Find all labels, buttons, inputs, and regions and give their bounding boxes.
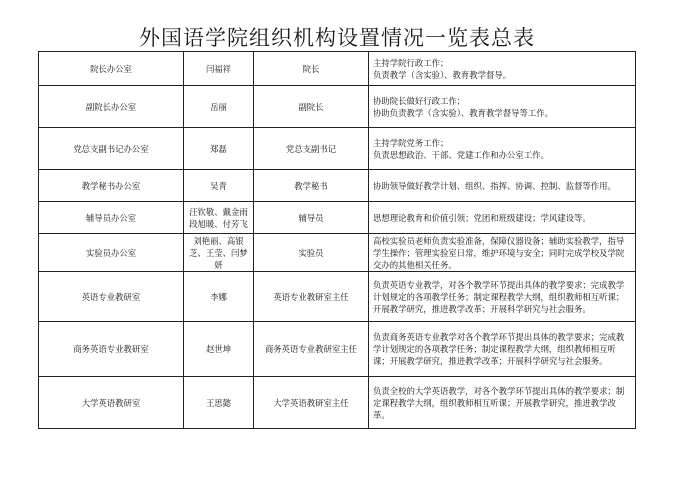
duty-line: 高校实验员老师负责实验准备，保障仪器设备；辅助实验教学，指导学生操作；管理实验室日常，维护环境与安全；同时完成学校及学院交办的其他相关任务。 — [373, 235, 625, 270]
office-cell: 副院长办公室 — [39, 86, 184, 128]
duties-cell — [369, 272, 636, 322]
person-cell: 吴青 — [184, 170, 254, 202]
duty-line: 协助领导做好教学计划、组织、指挥、协调、控制、监督等作用。 — [373, 180, 616, 191]
table-row — [39, 170, 636, 202]
position-cell: 党总支副书记 — [254, 128, 369, 170]
table-row — [39, 272, 636, 322]
person-cell: 闫福祥 — [184, 52, 254, 86]
duty-line: 协助负责教学（含实验）、教育教学督导等工作。 — [373, 107, 554, 118]
duties-cell — [369, 52, 636, 86]
duty-line: 负责商务英语专业教学对各个教学环节提出具体的教学要求；完成教学计划规定的各项教学任务；制定课程教学大纲，组织教师相互听课；开展教学研究，推进教学改革；开展科学研究与社会服务。 — [373, 332, 625, 366]
office-cell: 大学英语教研室 — [39, 377, 184, 429]
duties-cell — [369, 170, 636, 202]
person-cell: 郑磊 — [184, 128, 254, 170]
duties-cell — [369, 234, 636, 272]
duties-cell — [369, 128, 636, 170]
duties-cell — [369, 202, 636, 234]
duty-line: 负责全校的大学英语教学，对各个教学环节提出具体的教学要求；制定课程教学大纲，组织教师相互听课；开展教学研究，推进教学改革。 — [373, 385, 625, 420]
position-cell: 副院长 — [254, 86, 369, 128]
office-cell: 英语专业教研室 — [39, 272, 184, 322]
duty-line: 协助院长做好行政工作； — [373, 95, 466, 106]
duties-cell — [369, 377, 636, 429]
office-cell: 商务英语专业教研室 — [39, 322, 184, 377]
position-cell: 教学秘书 — [254, 170, 369, 202]
duty-line: 负责教学（含实验）、教育教学督导。 — [373, 69, 512, 80]
duty-line: 主持学院党务工作； — [373, 137, 449, 148]
org-structure-table — [38, 51, 636, 429]
position-cell: 大学英语教研室主任 — [254, 377, 369, 429]
office-cell: 党总支副书记办公室 — [39, 128, 184, 170]
person-cell: 岳丽 — [184, 86, 254, 128]
table-row — [39, 202, 636, 234]
person-cell: 赵世坤 — [184, 322, 254, 377]
table-row — [39, 128, 636, 170]
page-title: 外国语学院组织机构设置情况一览表总表 — [139, 26, 535, 50]
person-cell: 汪钦敬、戴金雨段旭暖、付芳飞 — [184, 202, 254, 234]
duty-line: 思想理论教育和价值引领；党团和班级建设；学风建设等。 — [373, 212, 591, 223]
duty-line: 负责英语专业教学，对各个教学环节提出具体的教学要求；完成教学计划规定的各项教学任务；制定课程教学大纲，组织教师相互听课；开展教学研究，推进教学改革；开展科学研究与社会服务。 — [373, 279, 625, 314]
duties-cell — [369, 86, 636, 128]
office-cell: 辅导员办公室 — [39, 202, 184, 234]
table-row — [39, 52, 636, 86]
duty-line: 主持学院行政工作； — [373, 57, 449, 68]
table-row — [39, 86, 636, 128]
office-cell: 教学秘书办公室 — [39, 170, 184, 202]
duties-cell — [369, 322, 636, 377]
duty-line: 负责思想政治、干部、党建工作和办公室工作。 — [373, 149, 549, 160]
office-cell: 实验员办公室 — [39, 234, 184, 272]
office-cell: 院长办公室 — [39, 52, 184, 86]
position-cell: 商务英语专业教研室主任 — [254, 322, 369, 377]
table-row — [39, 377, 636, 429]
person-cell: 刘艳丽、高银芝、王莹、闫梦妍 — [184, 234, 254, 272]
position-cell: 实验员 — [254, 234, 369, 272]
person-cell: 李娜 — [184, 272, 254, 322]
position-cell: 院长 — [254, 52, 369, 86]
position-cell: 英语专业教研室主任 — [254, 272, 369, 322]
table-row — [39, 234, 636, 272]
person-cell: 王思懿 — [184, 377, 254, 429]
table-row — [39, 322, 636, 377]
position-cell: 辅导员 — [254, 202, 369, 234]
